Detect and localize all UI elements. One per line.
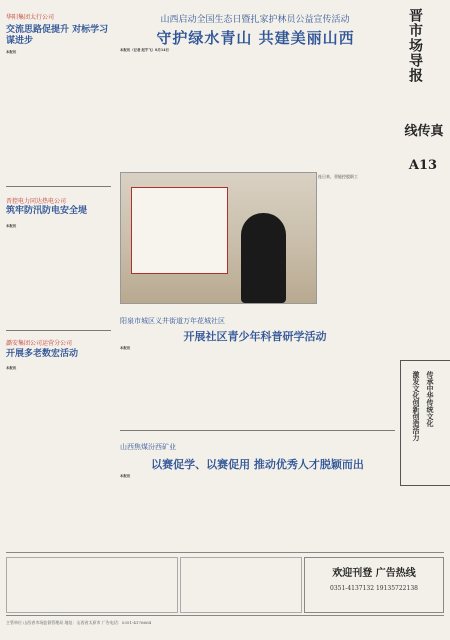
mid-kicker: 阳泉市城区义井街道万年花城社区	[120, 317, 225, 325]
photo-caption-text	[318, 174, 393, 299]
photo-figure	[241, 213, 286, 303]
photo-caption: 连日来，晋能控股职工	[318, 174, 358, 179]
mid-byline: 本报讯	[120, 346, 131, 350]
divider	[6, 330, 111, 331]
edition-text: 线传真	[404, 124, 444, 139]
bottom-kicker: 山西焦煤汾西矿业	[120, 443, 176, 451]
ad-box-1	[6, 557, 178, 613]
bottom-byline: 本报讯	[120, 474, 131, 478]
ad-strip	[6, 552, 444, 616]
slogan-left: 传承中华传统文化	[426, 371, 435, 427]
photo-poster	[131, 187, 228, 274]
mid-body	[120, 346, 390, 421]
divider	[120, 430, 395, 431]
masthead-name: 晋市场导报	[407, 8, 423, 83]
slogan-panel	[400, 360, 450, 486]
col1-headline: 交流思路促提升 对标学习谋进步	[6, 25, 109, 46]
col3-kicker: 潞安集团公司运营分公司	[6, 340, 73, 347]
lead-kicker: 山西启动全国生态日暨扎家护林员公益宣传活动	[160, 15, 350, 25]
slogan-right: 激发文化创新创造活力	[412, 371, 421, 441]
col2-byline: 本报讯	[6, 224, 17, 228]
ad-text: 欢迎刊登 广告热线	[332, 568, 416, 579]
col2-body	[6, 224, 111, 324]
bottom-body	[120, 474, 390, 544]
col1-byline: 本报讯	[6, 50, 17, 54]
col1-kicker: 华阳集团太行公司	[6, 14, 55, 21]
lead-byline: 本报讯（记者 赵宇飞）8月14日	[120, 48, 169, 52]
footer: 主管单位 山西省市场监督管理局 地址：山西省太原市 广告电话：0351-4176664	[6, 620, 152, 625]
ad-box-3	[304, 557, 444, 613]
col1-body	[6, 50, 111, 180]
ad-box-2	[180, 557, 302, 613]
lead-photo	[120, 172, 317, 304]
lead-body	[120, 48, 390, 168]
lead-headline: 守护绿水青山 共建美丽山西	[156, 29, 355, 47]
divider	[6, 186, 111, 187]
col3-headline: 开展多老数宏活动	[6, 349, 79, 359]
col2-kicker: 晋控电力同达热电公司	[6, 198, 67, 205]
ad-phone: 0351-4137132 19135722138	[330, 585, 418, 592]
col3-body	[6, 366, 111, 546]
mid-headline: 开展社区青少年科普研学活动	[183, 330, 327, 343]
col3-byline: 本报讯	[6, 366, 17, 370]
bottom-headline: 以赛促学、以赛促用 推动优秀人才脱颖而出	[151, 458, 364, 471]
edition-label	[404, 120, 444, 139]
page-number-text: A13	[408, 158, 438, 173]
col2-headline: 筑牢防汛防电安全堤	[6, 206, 88, 216]
masthead	[395, 6, 445, 176]
page-number	[405, 158, 441, 173]
